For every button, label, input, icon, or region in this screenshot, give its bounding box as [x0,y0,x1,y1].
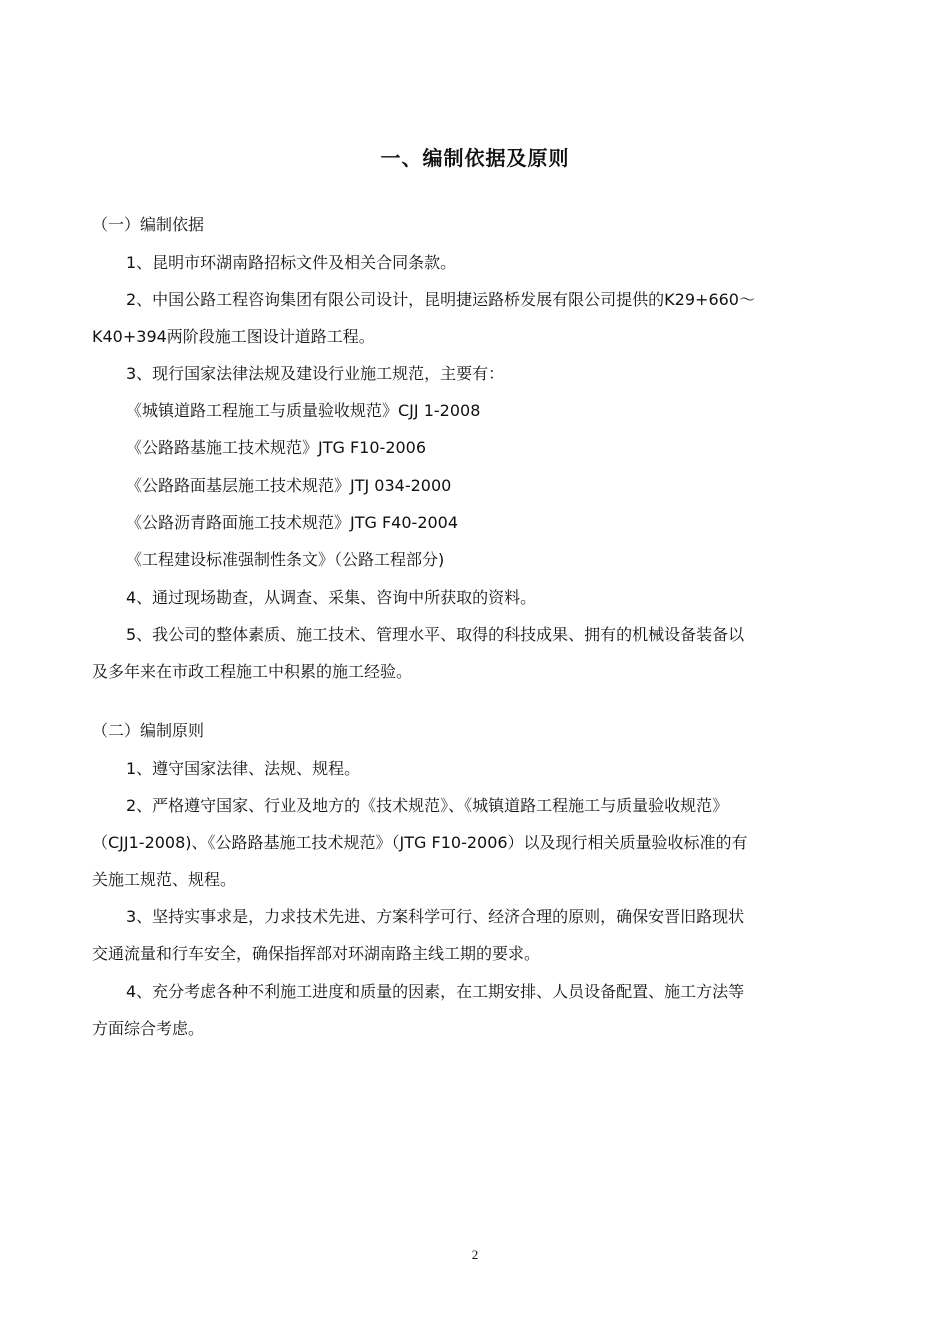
principle-item-2-line-3: 关施工规范、规程。 [92,870,237,889]
standard-citation: 《工程建设标准强制性条文》（公路工程部分) [126,550,445,569]
standard-citation: 《城镇道路工程施工与质量验收规范》CJJ 1-2008 [126,401,481,420]
standard-citation: 《公路路基施工技术规范》JTG F10-2006 [126,438,427,457]
basis-item-3: 3、现行国家法律法规及建设行业施工规范，主要有： [126,364,505,383]
document-title: 一、编制依据及原则 [380,146,570,170]
basis-item-2-line-2: K40+394两阶段施工图设计道路工程。 [92,327,375,346]
basis-item-5-line-1: 5、我公司的整体素质、施工技术、管理水平、取得的科技成果、拥有的机械设备装备以 [126,625,745,644]
standard-citation: 《公路沥青路面施工技术规范》JTG F40-2004 [126,513,459,532]
principle-item-1: 1、遵守国家法律、法规、规程。 [126,759,361,778]
principle-item-4-line-2: 方面综合考虑。 [92,1019,205,1038]
principle-item-4-line-1: 4、充分考虑各种不利施工进度和质量的因素，在工期安排、人员设备配置、施工方法等 [126,982,745,1001]
basis-item-5-line-2: 及多年来在市政工程施工中积累的施工经验。 [92,662,413,681]
section-heading-basis: （一）编制依据 [92,215,205,234]
section-heading-principles: （二）编制原则 [92,721,205,740]
standard-citation: 《公路路面基层施工技术规范》JTJ 034-2000 [126,476,452,495]
principle-item-3-line-2: 交通流量和行车安全，确保指挥部对环湖南路主线工期的要求。 [92,944,541,963]
basis-item-4: 4、通过现场勘查，从调查、采集、咨询中所获取的资料。 [126,588,537,607]
basis-item-1: 1、昆明市环湖南路招标文件及相关合同条款。 [126,253,457,272]
principle-item-2-line-2: （CJJ1-2008)、《公路路基施工技术规范》（JTG F10-2006）以及现行相关质量验收标准的有 [92,833,748,852]
principle-item-2-line-1: 2、严格遵守国家、行业及地方的《技术规范》、《城镇道路工程施工与质量验收规范》 [126,796,729,815]
principle-item-3-line-1: 3、坚持实事求是，力求技术先进、方案科学可行、经济合理的原则，确保安晋旧路现状 [126,907,745,926]
page-number: 2 [471,1247,479,1262]
basis-item-2-line-1: 2、中国公路工程咨询集团有限公司设计，昆明捷运路桥发展有限公司提供的K29+660～ [126,290,755,309]
